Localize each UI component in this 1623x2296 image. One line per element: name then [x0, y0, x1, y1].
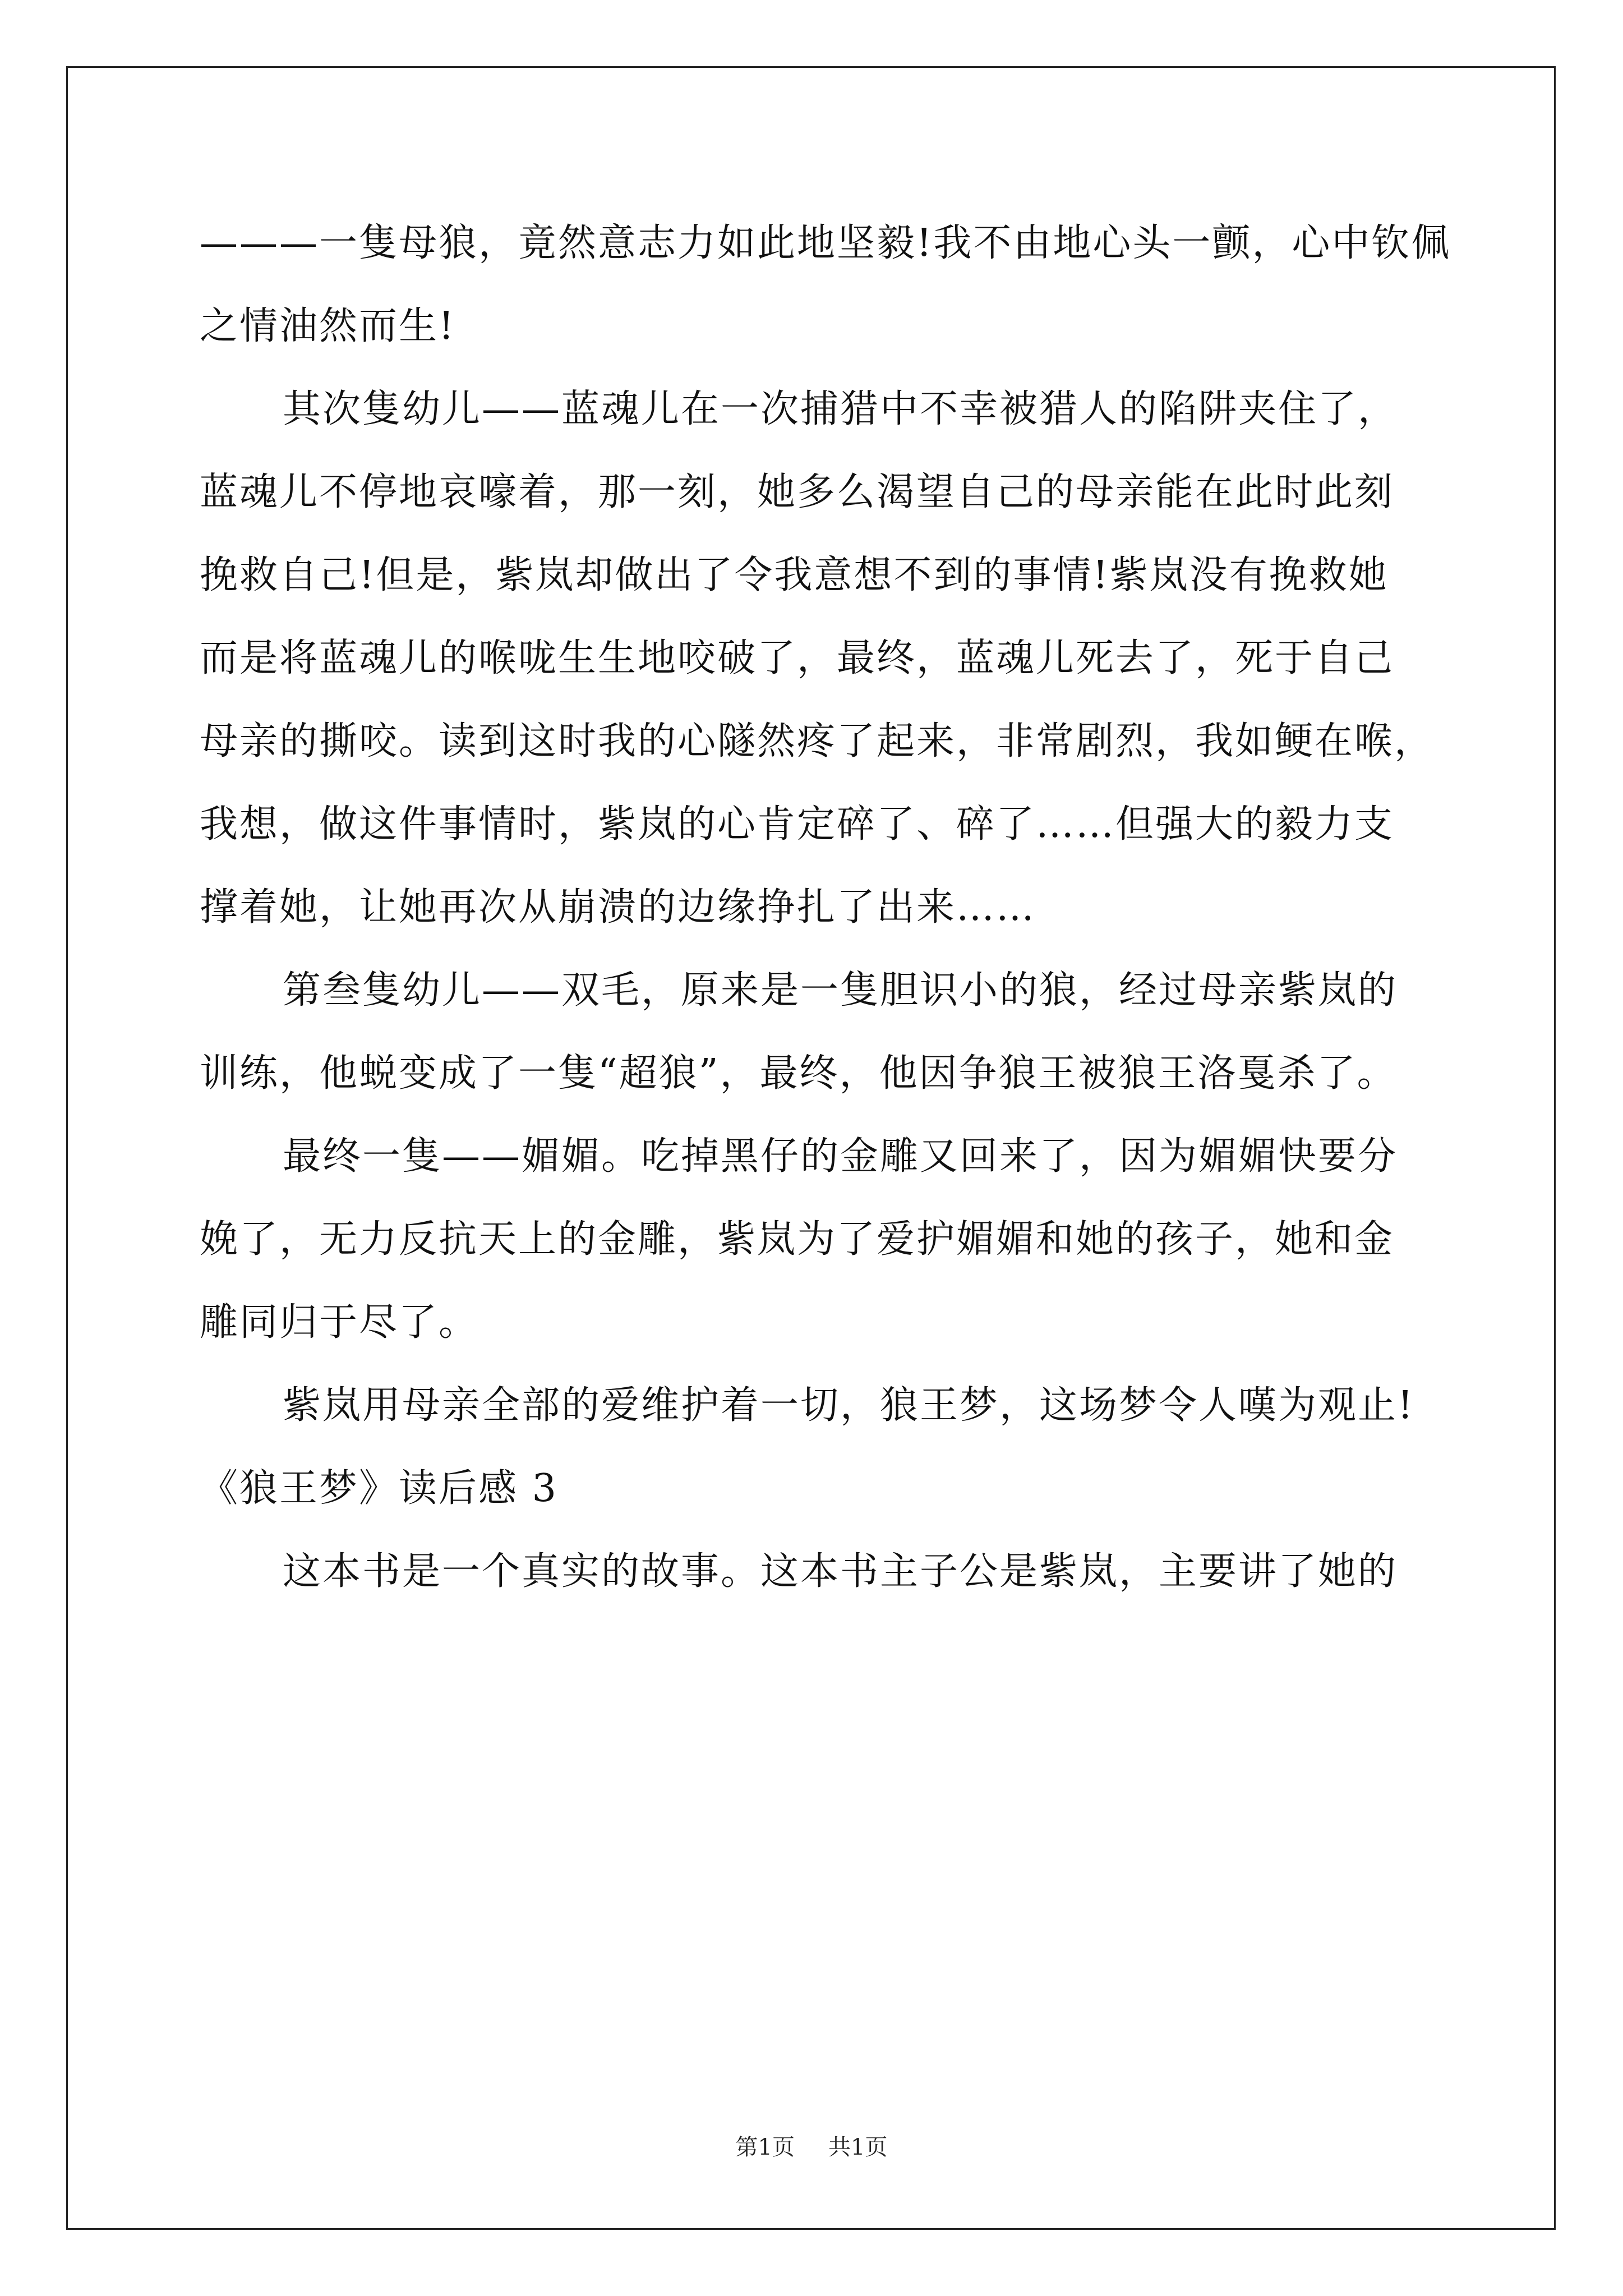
document-body: [200, 202, 1451, 1613]
text-line: 娩了，无力反抗天上的金雕，紫岚为了爱护媚媚和她的孩子，她和金: [200, 1217, 1395, 1262]
text-line: 之情油然而生!: [200, 304, 456, 348]
page-total: 共1页: [828, 2134, 888, 2160]
text-line: 我想，做这件事情时，紫岚的心肯定碎了、碎了……但强大的毅力支: [200, 802, 1395, 846]
section-heading: 《狼王梦》读后感 3: [200, 1466, 558, 1511]
page-footer: [0, 2131, 1623, 2164]
paragraph-start: 紫岚用母亲全部的爱维护着一切，狼王梦，这场梦令人嘆为观止!: [283, 1383, 1415, 1428]
text-line: 雕同归于尽了。: [200, 1300, 479, 1345]
text-line: 挽救自己!但是，紫岚却做出了令我意想不到的事情!紫岚没有挽救她: [200, 553, 1389, 597]
text-line: 撑着她，让她再次从崩溃的边缘挣扎了出来……: [200, 885, 1036, 930]
text-line: 蓝魂儿不停地哀嚎着，那一刻，她多么渴望自己的母亲能在此时此刻: [200, 470, 1395, 514]
text-line: 训练，他蜕变成了一隻“超狼”，最终，他因争狼王被狼王洛戛杀了。: [200, 1051, 1397, 1096]
paragraph-start: 最终一隻——媚媚。吃掉黑仔的金雕又回来了，因为媚媚快要分: [283, 1134, 1398, 1179]
text-line: 而是将蓝魂儿的喉咙生生地咬破了，最终，蓝魂儿死去了，死于自己: [200, 636, 1395, 680]
paragraph-start: 这本书是一个真实的故事。这本书主子公是紫岚，主要讲了她的: [283, 1549, 1398, 1594]
page-number: 第1页: [735, 2134, 795, 2160]
text-line: ———一隻母狼，竟然意志力如此地坚毅!我不由地心头一颤，心中钦佩: [200, 221, 1451, 265]
paragraph-start: 其次隻幼儿——蓝魂儿在一次捕猎中不幸被猎人的陷阱夹住了，: [283, 387, 1398, 431]
paragraph-start: 第叁隻幼儿——双毛，原来是一隻胆识小的狼，经过母亲紫岚的: [283, 968, 1398, 1013]
text-line: 母亲的撕咬。读到这时我的心隧然疼了起来，非常剧烈，我如鲠在喉，: [200, 719, 1435, 763]
